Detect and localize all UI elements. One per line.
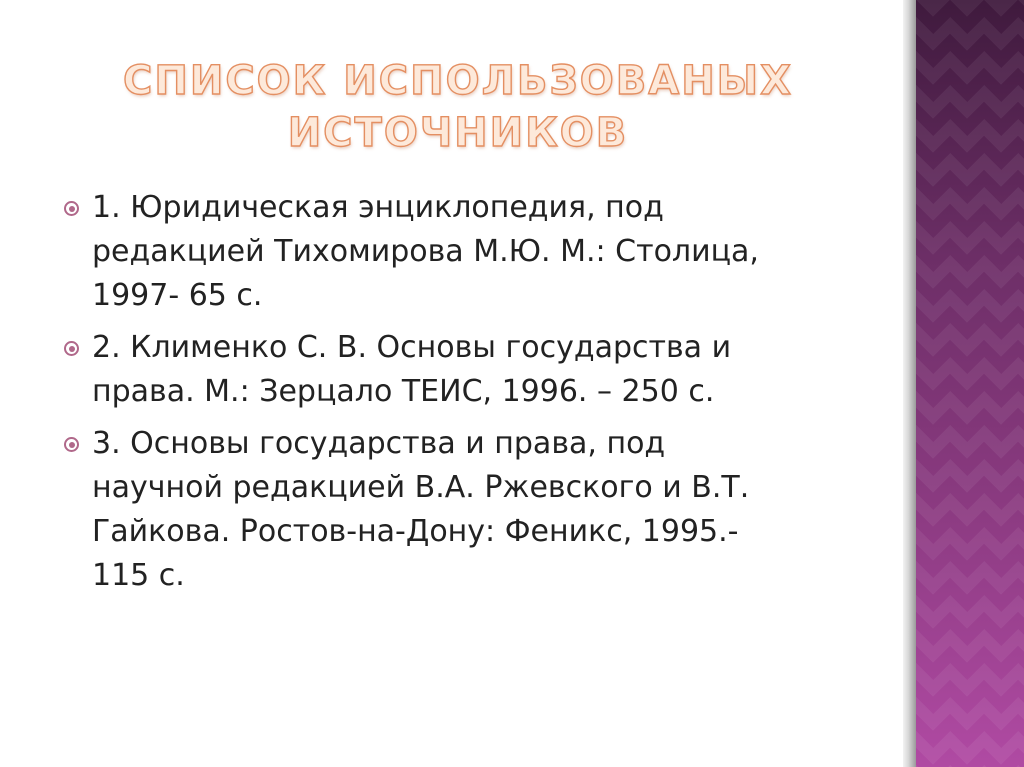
source-1-line-3: 1997- 65 с. (92, 278, 263, 313)
circle-bullet-icon (64, 341, 79, 356)
source-3-line-3: Гайкова. Ростов-на-Дону: Феникс, 1995.- (92, 514, 739, 549)
source-3-line-2: научной редакцией В.А. Ржевского и В.Т. (92, 470, 750, 505)
source-3-line-1: 3. Основы государства и права, под (92, 426, 666, 461)
source-1-line-1: 1. Юридическая энциклопедия, под (92, 190, 664, 225)
side-divider-strip (903, 0, 916, 767)
sources-list (58, 186, 858, 606)
source-1-line-2: редакцией Тихомирова М.Ю. М.: Столица, (92, 234, 759, 269)
source-3-line-4: 115 с. (92, 558, 185, 593)
source-2-line-2: права. М.: Зерцало ТЕИС, 1996. – 250 с. (92, 374, 715, 409)
slide-title-line-1: СПИСОК ИСПОЛЬЗОВАНЫХ (123, 57, 793, 104)
decorative-side-panel (916, 0, 1024, 767)
slide-title (100, 55, 816, 159)
circle-bullet-icon (64, 201, 79, 216)
source-2-line-1: 2. Клименко С. В. Основы государства и (92, 330, 732, 365)
circle-bullet-icon (64, 437, 79, 452)
source-item-3 (58, 422, 858, 598)
slide-title-line-2: ИСТОЧНИКОВ (287, 109, 629, 156)
source-item-2 (58, 326, 858, 414)
source-item-1 (58, 186, 858, 318)
